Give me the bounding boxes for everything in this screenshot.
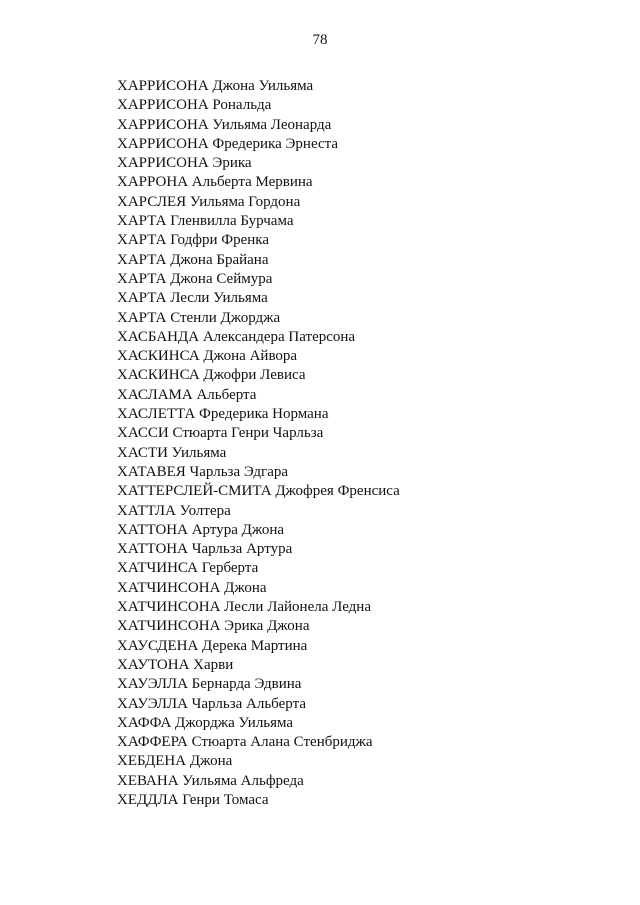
list-item: ХАРРИСОНА Уильяма Леонарда [117,116,332,133]
list-item: ХАРТА Джона Сеймура [117,270,273,287]
list-item: ХАФФЕРА Стюарта Алана Стенбриджа [117,734,373,751]
list-item: ХАРТА Годфри Френка [117,232,269,249]
list-item: ХАСБАНДА Александера Патерсона [117,328,356,345]
list-item: ХАСЛЕТТА Фредерика Нормана [117,406,329,423]
list-item: ХАУСДЕНА Дерека Мартина [117,637,308,654]
list-item: ХАУЭЛЛА Чарльза Альберта [117,695,306,712]
list-item: ХАУЭЛЛА Бернарда Эдвина [117,676,302,693]
list-item: ХАССИ Стюарта Генри Чарльза [117,425,324,442]
list-item: ХАРТА Стенли Джорджа [117,309,281,326]
list-item: ХАТЧИНСОНА Эрика Джона [117,618,310,635]
list-item: ХЕБДЕНА Джона [117,753,233,770]
list-item: ХАСКИНСА Джофри Левиса [117,367,306,384]
list-item: ХАРРОНА Альберта Мервина [117,174,313,191]
name-list [117,77,400,810]
list-item: ХАРТА Джона Брайана [117,251,269,268]
list-item: ХЕВАНА Уильяма Альфреда [117,772,304,789]
list-item: ХАТТЕРСЛЕЙ-СМИТА Джофрея Френсиса [117,483,400,500]
list-item: ХАРРИСОНА Рональда [117,97,272,114]
list-item: ХАТТЛА Уолтера [117,502,231,519]
page-number: 78 [312,32,328,48]
list-item: ХАУТОНА Харви [117,656,234,673]
list-item: ХАРРИСОНА Эрика [117,155,252,172]
list-item: ХАРРИСОНА Джона Уильяма [117,78,314,94]
list-item: ХАРТА Гленвилла Бурчама [117,213,294,230]
list-item: ХАТТОНА Чарльза Артура [117,541,293,558]
list-item: ХАРРИСОНА Фредерика Эрнеста [117,135,339,152]
list-item: ХАТТОНА Артура Джона [117,521,285,538]
list-item: ХАФФА Джорджа Уильяма [117,714,294,731]
list-item: ХЕДДЛА Генри Томаса [117,791,269,808]
list-item: ХАСТИ Уильяма [117,444,227,461]
list-item: ХАТЧИНСОНА Джона [117,579,267,596]
list-item: ХАСЛАМА Альберта [117,386,257,403]
list-item: ХАТЧИНСА Герберта [117,560,259,577]
list-item: ХАРТА Лесли Уильяма [117,290,268,307]
list-item: ХАСКИНСА Джона Айвора [117,348,298,365]
list-item: ХАТЧИНСОНА Лесли Лайонела Ледна [117,599,371,616]
list-item: ХАРСЛЕЯ Уильяма Гордона [117,193,301,210]
list-item: ХАТАВЕЯ Чарльза Эдгара [117,463,289,480]
